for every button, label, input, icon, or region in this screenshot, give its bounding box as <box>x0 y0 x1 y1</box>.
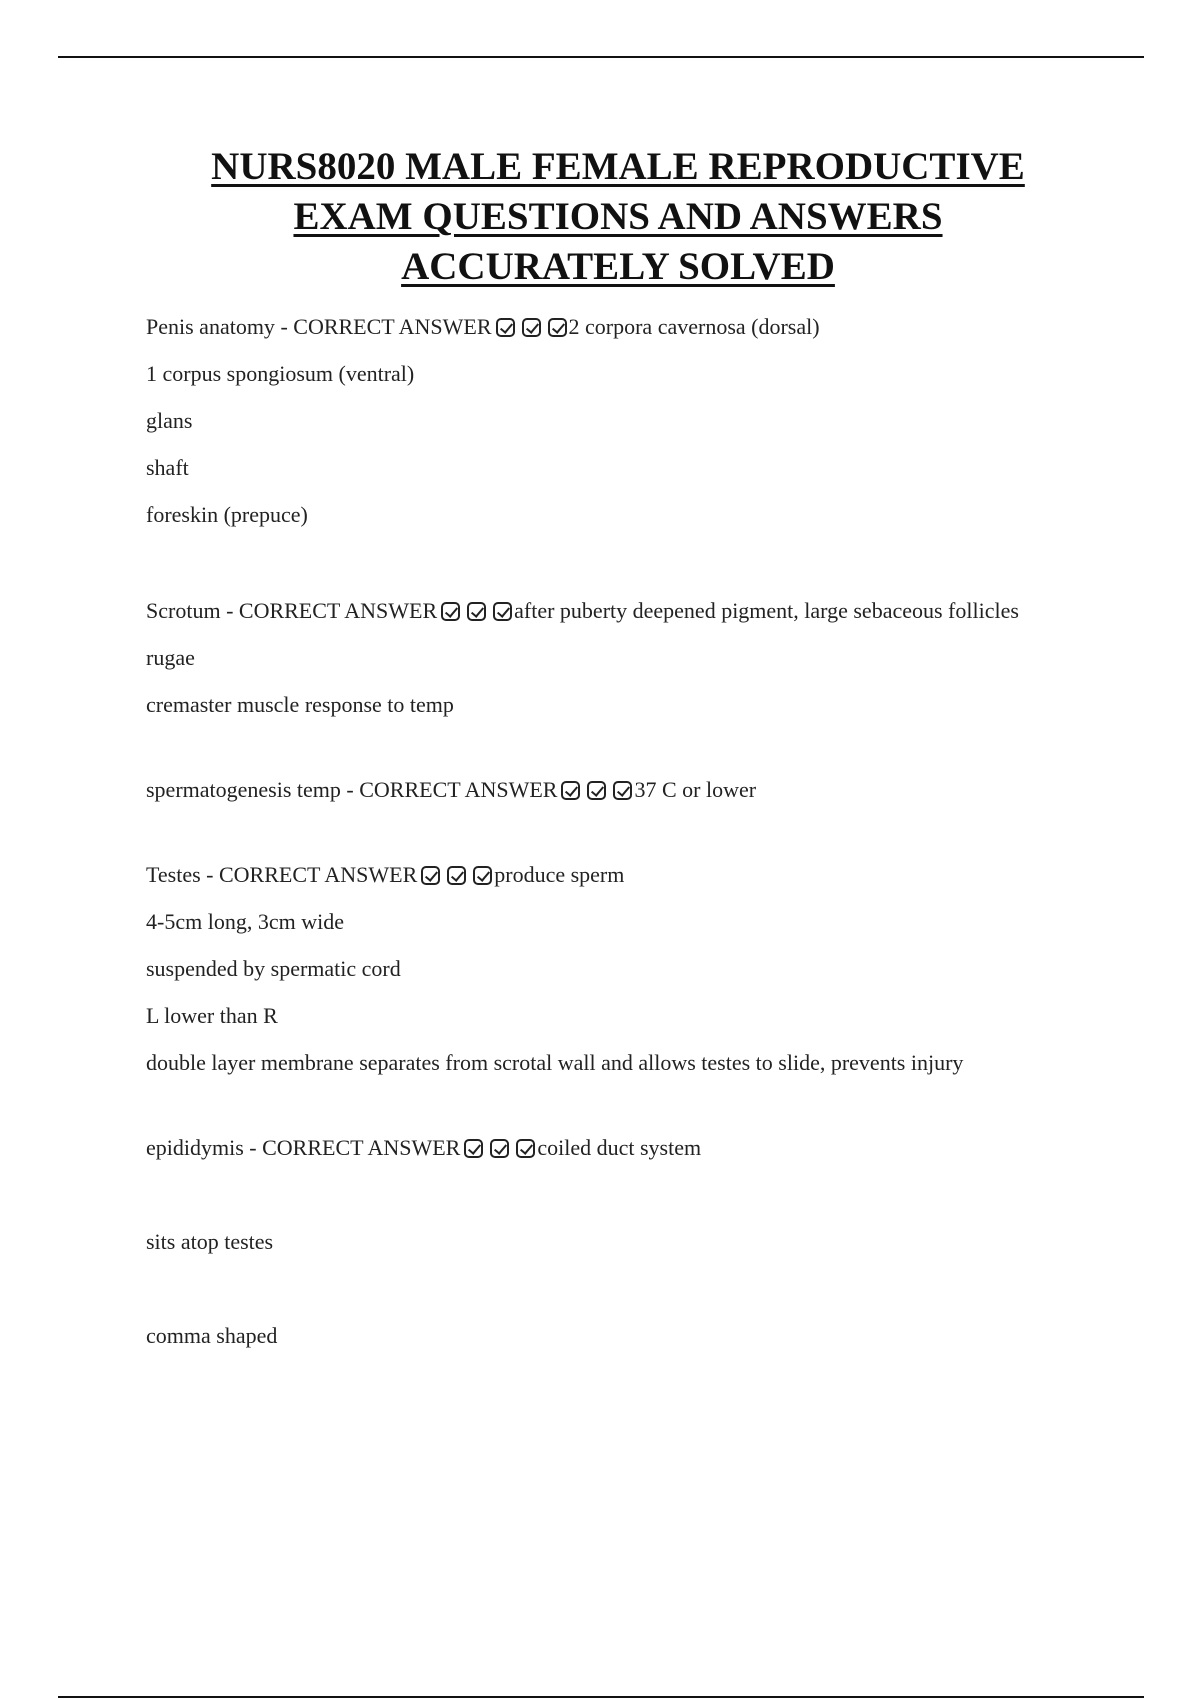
check-icons <box>421 866 492 885</box>
checkbox-check-icon <box>516 1139 535 1158</box>
qa-extra-line: shaft <box>146 455 189 480</box>
answer-tag: CORRECT ANSWER <box>262 1135 461 1160</box>
checkbox-check-icon <box>473 866 492 885</box>
top-rule <box>58 56 1144 58</box>
checkbox-check-icon <box>548 318 567 337</box>
qa-extra-line: double layer membrane separates from scrotal wall and allows testes to slide, prevents injury <box>146 1050 964 1075</box>
qa-extra-line: suspended by spermatic cord <box>146 956 401 981</box>
qa-answer: coiled duct system <box>537 1135 702 1160</box>
checkbox-check-icon <box>587 781 606 800</box>
answer-tag: CORRECT ANSWER <box>219 862 418 887</box>
check-icons <box>441 602 512 621</box>
checkbox-check-icon <box>464 1139 483 1158</box>
qa-extra-line: L lower than R <box>146 1003 278 1028</box>
spacer <box>146 1095 1066 1133</box>
checkbox-check-icon <box>467 602 486 621</box>
qa-entry-scrotum <box>146 596 1066 720</box>
qa-extra-line: comma shaped <box>146 1323 278 1348</box>
spacer <box>146 822 1066 860</box>
qa-term: spermatogenesis temp <box>146 777 341 802</box>
document-title <box>120 142 1116 292</box>
checkbox-check-icon <box>522 318 541 337</box>
qa-answer: 37 C or lower <box>634 777 757 802</box>
qa-term: epididymis <box>146 1135 244 1160</box>
qa-extra-line: 4-5cm long, 3cm wide <box>146 909 344 934</box>
checkbox-check-icon <box>441 602 460 621</box>
spacer <box>146 547 1066 596</box>
checkbox-check-icon <box>496 318 515 337</box>
spacer <box>146 737 1066 775</box>
check-icons <box>561 781 632 800</box>
qa-extra-line: glans <box>146 408 193 433</box>
qa-answer: 2 corpora cavernosa (dorsal) <box>568 314 820 339</box>
qa-question-line: epididymis - CORRECT ANSWER coiled duct system <box>146 1135 702 1160</box>
qa-content <box>146 312 1066 1368</box>
qa-question-line: Scrotum - CORRECT ANSWER after puberty deepened pigment, large sebaceous follicles <box>146 598 1019 623</box>
qa-entry-penis-anatomy <box>146 312 1066 530</box>
checkbox-check-icon <box>447 866 466 885</box>
qa-entry-testes <box>146 860 1066 1078</box>
answer-tag: CORRECT ANSWER <box>293 314 492 339</box>
qa-question-line: Penis anatomy - CORRECT ANSWER 2 corpora cavernosa (dorsal) <box>146 314 820 339</box>
answer-tag: CORRECT ANSWER <box>238 598 438 623</box>
qa-entry-epididymis <box>146 1133 1066 1351</box>
qa-entry-spermatogenesis-temp <box>146 775 1066 805</box>
title-line-1: NURS8020 MALE FEMALE REPRODUCTIVE <box>211 145 1025 188</box>
qa-term: Testes <box>146 862 201 887</box>
qa-question-line: Testes - CORRECT ANSWER produce sperm <box>146 862 625 887</box>
checkbox-check-icon <box>561 781 580 800</box>
qa-extra-line: sits atop testes <box>146 1229 274 1254</box>
answer-tag: CORRECT ANSWER <box>359 777 558 802</box>
qa-term: Penis anatomy <box>146 314 275 339</box>
checkbox-check-icon <box>421 866 440 885</box>
qa-question-line: spermatogenesis temp - CORRECT ANSWER 37 C or lower <box>146 777 757 802</box>
qa-term: Scrotum <box>146 598 221 623</box>
title-line-3: ACCURATELY SOLVED <box>401 245 835 288</box>
checkbox-check-icon <box>493 602 512 621</box>
checkbox-check-icon <box>613 781 632 800</box>
qa-extra-line: 1 corpus spongiosum (ventral) <box>146 361 415 386</box>
checkbox-check-icon <box>490 1139 509 1158</box>
check-icons <box>464 1139 535 1158</box>
qa-extra-line: rugae <box>146 645 195 670</box>
spacer <box>146 1180 1066 1227</box>
bottom-rule <box>58 1696 1144 1698</box>
qa-extra-line: foreskin (prepuce) <box>146 502 308 527</box>
check-icons <box>496 318 567 337</box>
qa-answer: after puberty deepened pigment, large sebaceous follicles <box>514 598 1019 623</box>
title-line-2: EXAM QUESTIONS AND ANSWERS <box>293 195 943 238</box>
qa-answer: produce sperm <box>494 862 625 887</box>
qa-extra-line: cremaster muscle response to temp <box>146 692 454 717</box>
spacer <box>146 1274 1066 1321</box>
